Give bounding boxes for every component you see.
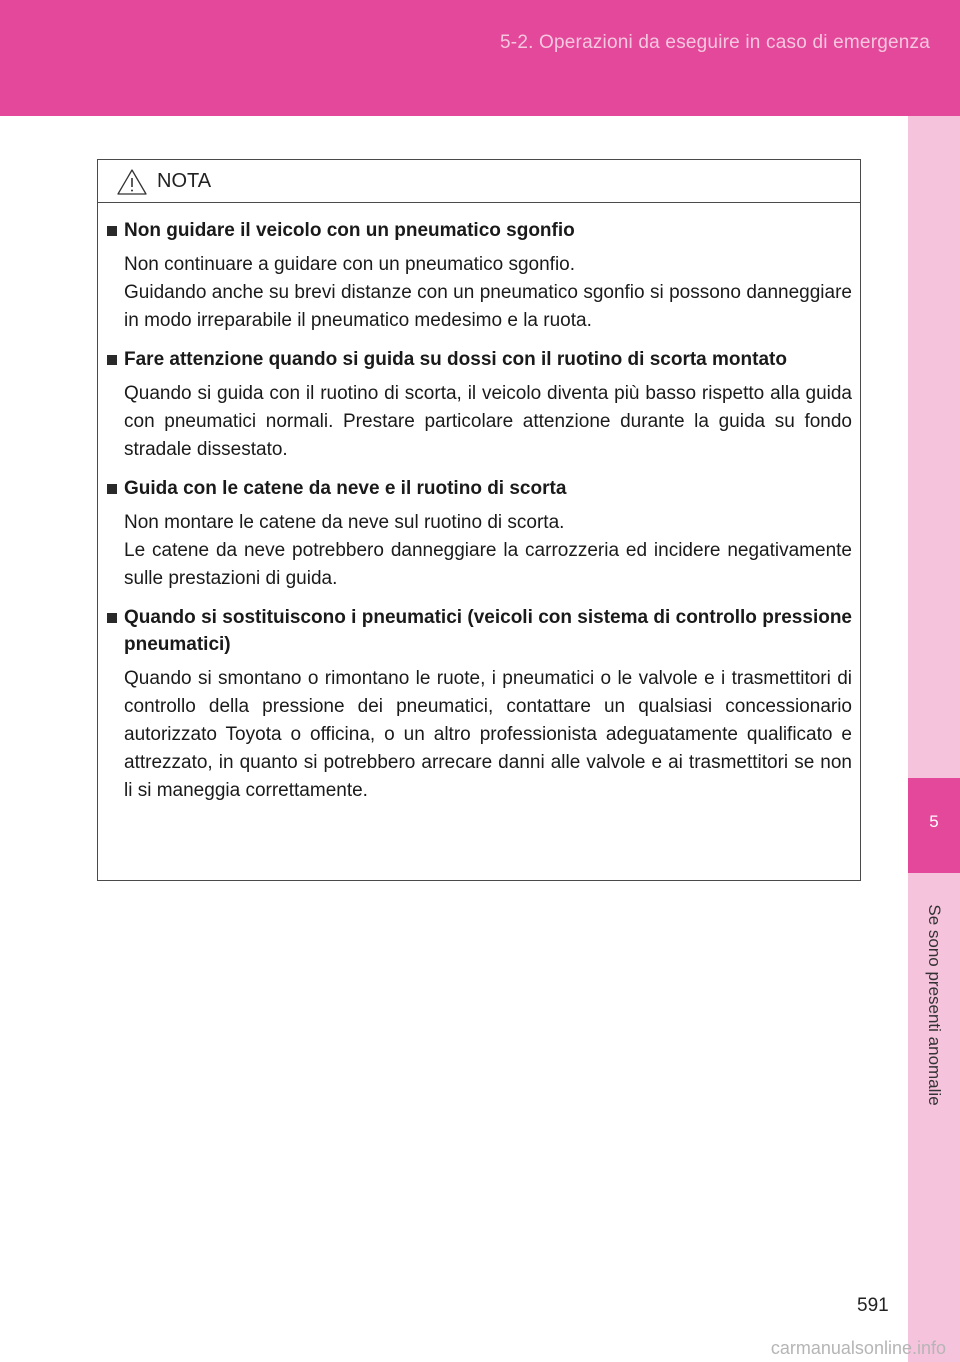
note-item	[106, 604, 852, 805]
note-body	[98, 203, 860, 805]
item-heading-text: Fare attenzione quando si guida su dossi con il ruotino di scorta montato	[124, 349, 787, 370]
section-title: 5-2. Operazioni da eseguire in caso di emergenza	[500, 32, 930, 53]
warning-icon	[116, 168, 148, 196]
square-bullet-icon	[107, 226, 117, 236]
square-bullet-icon	[107, 484, 117, 494]
chapter-title: Se sono presenti anomalie	[925, 904, 944, 1106]
item-text	[106, 665, 852, 805]
item-paragraph: Le catene da neve potrebbero danneggiare la carrozzeria ed incidere negativamente sulle prestazioni di guida.	[124, 540, 852, 589]
page-number: 591	[857, 1295, 889, 1316]
note-item	[106, 346, 852, 464]
square-bullet-icon	[107, 613, 117, 623]
item-heading	[106, 604, 852, 658]
item-paragraph: Guidando anche su brevi distanze con un pneumatico sgonfio si possono danneggiare in modo irreparabile il pneumatico medesimo e la ruota.	[124, 282, 852, 331]
item-heading	[106, 475, 852, 502]
square-bullet-icon	[107, 355, 117, 365]
note-item	[106, 475, 852, 593]
item-paragraph: Non continuare a guidare con un pneumatico sgonfio.	[124, 254, 576, 275]
note-header	[98, 160, 860, 203]
item-heading-text: Guida con le catene da neve e il ruotino di scorta	[124, 478, 567, 499]
note-title: NOTA	[157, 170, 212, 192]
item-paragraph: Quando si guida con il ruotino di scorta, il veicolo diventa più basso rispetto alla guida con pneumatici normali. Prestare particolare attenzione durante la guida su fondo stradale dissestato.	[124, 383, 852, 460]
item-text	[106, 380, 852, 464]
chapter-number-box	[908, 778, 960, 873]
side-tab	[908, 116, 960, 1362]
watermark: carmanualsonline.info	[770, 1338, 946, 1358]
item-heading	[106, 217, 852, 244]
item-heading-text: Quando si sostituiscono i pneumatici (veicoli con sistema di controllo pressione pneumatici)	[124, 607, 852, 655]
item-paragraph: Quando si smontano o rimontano le ruote, i pneumatici o le valvole e i trasmettitori di controllo della pressione dei pneumatici, contattare un qualsiasi concessionario autorizzato Toyota o officina, o un altro professionista adeguatamente qualificato e attrezzato, in quanto si potrebbero arrecare danni alle valvole e ai trasmettitori se non li si maneggia correttamente.	[124, 668, 852, 801]
header-band	[0, 0, 960, 116]
item-paragraph: Non montare le catene da neve sul ruotino di scorta.	[124, 512, 565, 533]
chapter-number: 5	[929, 812, 939, 831]
item-heading-text: Non guidare il veicolo con un pneumatico sgonfio	[124, 220, 575, 241]
item-text	[106, 509, 852, 593]
note-box	[97, 159, 861, 881]
item-text	[106, 251, 852, 335]
item-heading	[106, 346, 852, 373]
note-item	[106, 217, 852, 335]
